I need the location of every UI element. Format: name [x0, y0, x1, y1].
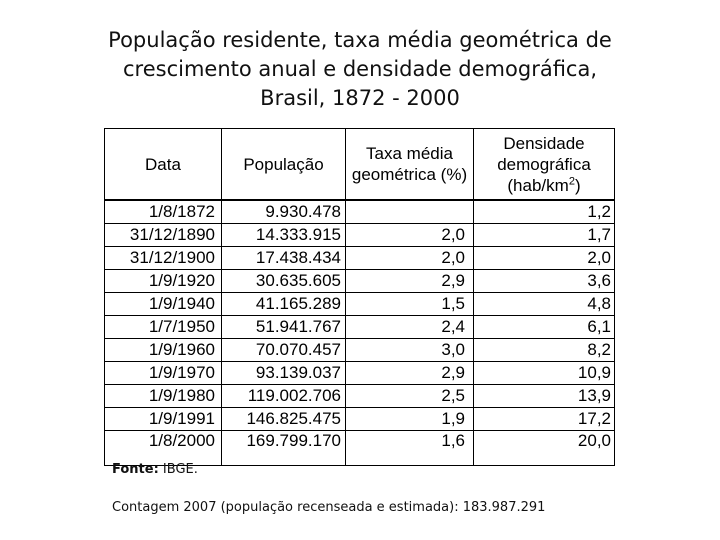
cell-populacao: 70.070.457 — [222, 339, 346, 362]
table-row — [105, 339, 615, 362]
cell-taxa: 2,4 — [346, 316, 474, 339]
cell-densidade: 10,9 — [474, 362, 615, 385]
cell-populacao: 14.333.915 — [222, 224, 346, 247]
cell-data: 1/7/1950 — [105, 316, 222, 339]
cell-densidade: 4,8 — [474, 293, 615, 316]
cell-taxa: 2,9 — [346, 362, 474, 385]
table-header-row — [105, 129, 615, 201]
cell-populacao: 30.635.605 — [222, 270, 346, 293]
cell-taxa: 2,0 — [346, 247, 474, 270]
table-row — [105, 293, 615, 316]
cell-taxa: 2,0 — [346, 224, 474, 247]
cell-densidade: 6,1 — [474, 316, 615, 339]
cell-taxa: 2,5 — [346, 385, 474, 408]
cell-taxa: 1,9 — [346, 408, 474, 431]
cell-taxa: 3,0 — [346, 339, 474, 362]
cell-populacao: 119.002.706 — [222, 385, 346, 408]
cell-data: 31/12/1890 — [105, 224, 222, 247]
cell-data: 1/9/1940 — [105, 293, 222, 316]
contagem-note: Contagem 2007 (população recenseada e estimada): 183.987.291 — [112, 500, 546, 515]
cell-data: 1/9/1970 — [105, 362, 222, 385]
table-row — [105, 224, 615, 247]
cell-densidade: 1,2 — [474, 200, 615, 224]
cell-taxa: 1,6 — [346, 431, 474, 466]
cell-densidade: 3,6 — [474, 270, 615, 293]
cell-densidade: 13,9 — [474, 385, 615, 408]
cell-populacao: 9.930.478 — [222, 200, 346, 224]
data-table-container — [104, 128, 615, 466]
cell-populacao: 93.139.037 — [222, 362, 346, 385]
header-densidade — [474, 129, 615, 201]
header-populacao: População — [222, 129, 346, 201]
table-row — [105, 200, 615, 224]
cell-data: 1/8/1872 — [105, 200, 222, 224]
cell-densidade: 2,0 — [474, 247, 615, 270]
cell-populacao: 51.941.767 — [222, 316, 346, 339]
table-row — [105, 431, 615, 466]
table-row — [105, 247, 615, 270]
cell-taxa: 2,9 — [346, 270, 474, 293]
header-taxa: Taxa média geométrica (%) — [346, 129, 474, 201]
table-row — [105, 316, 615, 339]
population-table — [104, 128, 615, 466]
table-row — [105, 385, 615, 408]
page-title: População residente, taxa média geométrica de crescimento anual e densidade demográfica, Brasil, 1872 - 2000 — [108, 28, 612, 110]
cell-populacao: 169.799.170 — [222, 431, 346, 466]
header-densidade-unit: $(hab/km^2)$ — [507, 174, 581, 195]
cell-densidade: 1,7 — [474, 224, 615, 247]
table-row — [105, 362, 615, 385]
source-note: Fonte: IBGE. — [112, 462, 198, 477]
cell-data: 31/12/1900 — [105, 247, 222, 270]
cell-data: 1/9/1991 — [105, 408, 222, 431]
cell-taxa — [346, 200, 474, 224]
cell-data: 1/9/1960 — [105, 339, 222, 362]
table-row — [105, 408, 615, 431]
cell-densidade: 17,2 — [474, 408, 615, 431]
cell-populacao: 41.165.289 — [222, 293, 346, 316]
cell-data: 1/9/1980 — [105, 385, 222, 408]
cell-taxa: 1,5 — [346, 293, 474, 316]
cell-densidade: 8,2 — [474, 339, 615, 362]
cell-data: 1/9/1920 — [105, 270, 222, 293]
cell-populacao: 17.438.434 — [222, 247, 346, 270]
cell-populacao: 146.825.475 — [222, 408, 346, 431]
cell-data: 1/8/2000 — [105, 431, 222, 466]
header-densidade-label: Densidade demográfica — [497, 133, 591, 174]
header-data: Data — [105, 129, 222, 201]
table-row — [105, 270, 615, 293]
cell-densidade: 20,0 — [474, 431, 615, 466]
